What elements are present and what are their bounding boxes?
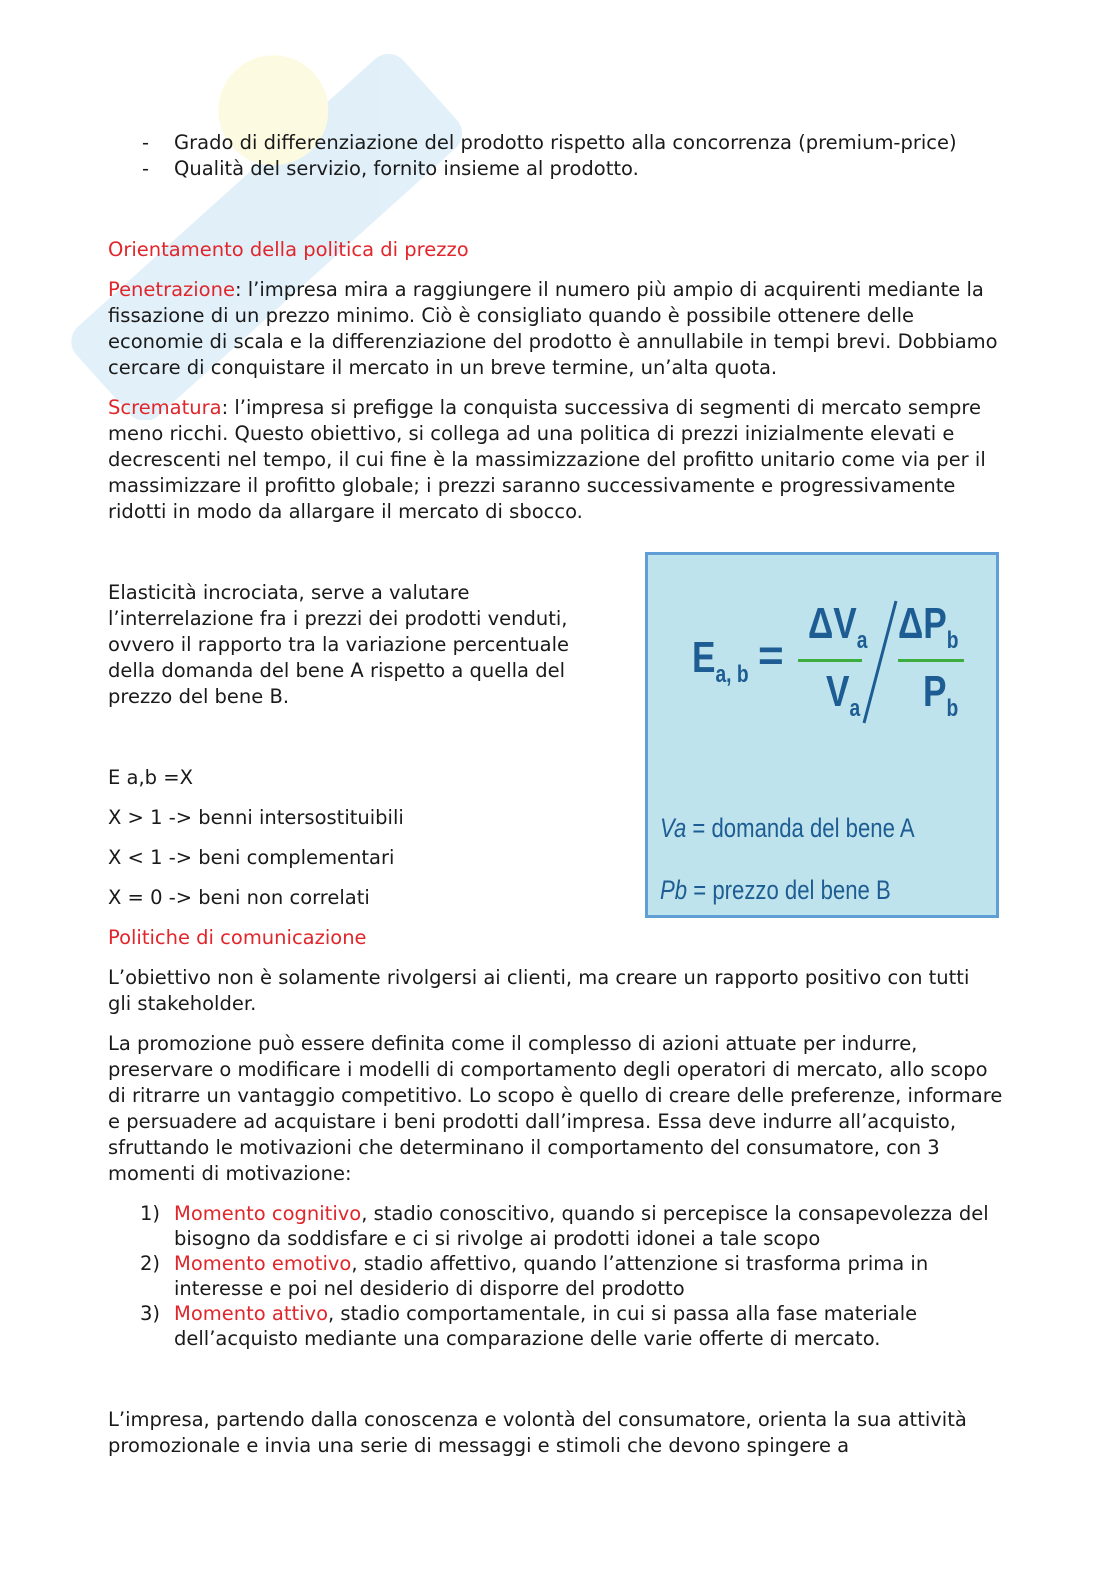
formula-figure (645, 552, 999, 918)
penetrazione-text: : l’impresa mira a raggiungere il numero più ampio di acquirenti mediante la fissazione di un prezzo minimo. Ciò è consigliato quando è possibile ottenere delle economie di scala e la differenziazione del prodotto è annullabile in tempi brevi. Dobbiamo cercare di conquistare il mercato in un breve termine, un’alta quota. (108, 278, 998, 379)
scrematura-text: : l’impresa si prefigge la conquista successiva di segmenti di mercato sempre meno ricchi. Questo obiettivo, si collega ad una politica di prezzi inizialmente elevati e decrescenti nel tempo, il cui fine è la massimizzazione del profitto unitario come via per il massimizzare il profitto globale; i prezzi saranno successivamente e progressivamente ridotti in modo da allargare il mercato di sbocco. (108, 396, 986, 523)
fraction1-bar (798, 659, 862, 662)
momento-text: , stadio comportamentale, in cui si passa alla fase materiale dell’acquisto mediante una comparazione delle varie offerte di mercato. (174, 1302, 918, 1350)
lhs-sub: a, b (715, 660, 749, 688)
elasticita-block (108, 580, 608, 710)
list-item: - Grado di differenziazione del prodotto rispetto alla concorrenza (premium-price) (108, 130, 1008, 156)
momento-text: , stadio affettivo, quando l’attenzione si trasforma prima in interesse e poi nel desiderio di disporre del prodotto (174, 1252, 929, 1300)
legend-pb (660, 875, 891, 906)
paragraph-final: L’impresa, partendo dalla conoscenza e volontà del consumatore, orienta la sua attività promozionale e invia una serie di messaggi e stimoli che devono spingere a (108, 1408, 967, 1457)
elasticita-line: della domanda del bene A rispetto a quella del (108, 659, 566, 682)
num1-main: ΔV (808, 599, 857, 648)
paragraph-penetrazione (108, 277, 1003, 381)
list-item (108, 1301, 1008, 1351)
list-number: 1) (140, 1202, 161, 1225)
list-number: 2) (140, 1252, 161, 1275)
bullet-list (108, 130, 1008, 182)
legend-pb-text: = prezzo del bene B (687, 875, 891, 905)
list-number: 3) (140, 1302, 161, 1325)
legend-pb-symbol: Pb (660, 875, 688, 905)
num2-main: ΔP (898, 599, 947, 648)
lhs-main: E (692, 633, 716, 682)
list-item (108, 1201, 1008, 1251)
den2-sub: b (946, 694, 959, 722)
fraction2-numerator (898, 599, 959, 655)
list-item (108, 1251, 1008, 1301)
section-heading-comunicazione: Politiche di comunicazione (108, 926, 367, 949)
num2-sub: b (946, 626, 959, 654)
legend-va-symbol: Va (660, 813, 687, 843)
paragraph-promozione: La promozione può essere definita come il complesso di azioni attuate per indurre, preservare o modificare i modelli di comportamento degli operatori di mercato, allo scopo di ritrarre un vantaggio competitivo. Lo scopo è quello di creare delle preferenze, informare e persuadere ad acquistare i beni prodotti dall’impresa. Essa deve indurre all’acquisto, sfruttando le motivazioni che determinano il comportamento del consumatore, con 3 momenti di motivazione: (108, 1032, 1003, 1185)
den2-main: P (923, 667, 947, 716)
momento-text: , stadio conoscitivo, quando si percepisce la consapevolezza del bisogno da soddisfare e ci si rivolge ai prodotti idonei a tale scopo (174, 1202, 989, 1250)
formula-equals: = (758, 631, 784, 680)
fraction2-denominator (923, 667, 958, 723)
paragraph-scrematura (108, 395, 988, 525)
den1-sub: a (849, 694, 861, 722)
list-item: - Qualità del servizio, fornito insieme al prodotto. (108, 156, 1008, 182)
term-penetrazione: Penetrazione (108, 278, 235, 301)
paragraph-obiettivo: L’obiettivo non è solamente rivolgersi ai clienti, ma creare un rapporto positivo con tutti gli stakeholder. (108, 966, 970, 1015)
momenti-list (108, 1201, 1008, 1351)
elasticita-line: prezzo del bene B. (108, 685, 290, 708)
slash-divider (860, 597, 900, 727)
elasticita-line: Elasticità incrociata, serve a valutare (108, 581, 470, 604)
elasticita-line: ovvero il rapporto tra la variazione percentuale (108, 633, 570, 656)
fraction1-denominator (826, 667, 860, 723)
case-line: X < 1 -> beni complementari (108, 846, 395, 869)
term-momento-attivo: Momento attivo (174, 1302, 329, 1325)
term-scrematura: Scrematura (108, 396, 222, 419)
legend-va (660, 813, 915, 844)
formula-lhs (692, 633, 749, 689)
case-line: X = 0 -> beni non correlati (108, 886, 370, 909)
fraction2-bar (898, 659, 964, 662)
formula-text: E a,b =X (108, 766, 193, 789)
fraction1-numerator (808, 599, 867, 655)
elasticita-line: l’interrelazione fra i prezzi dei prodotti venduti, (108, 607, 568, 630)
term-momento-cognitivo: Momento cognitivo (174, 1202, 362, 1225)
term-momento-emotivo: Momento emotivo (174, 1252, 352, 1275)
case-line: X > 1 -> benni intersostituibili (108, 806, 404, 829)
num1-sub: a (856, 626, 868, 654)
section-heading-prezzo: Orientamento della politica di prezzo (108, 238, 469, 261)
legend-va-text: = domanda del bene A (686, 813, 915, 843)
den1-main: V (826, 667, 850, 716)
